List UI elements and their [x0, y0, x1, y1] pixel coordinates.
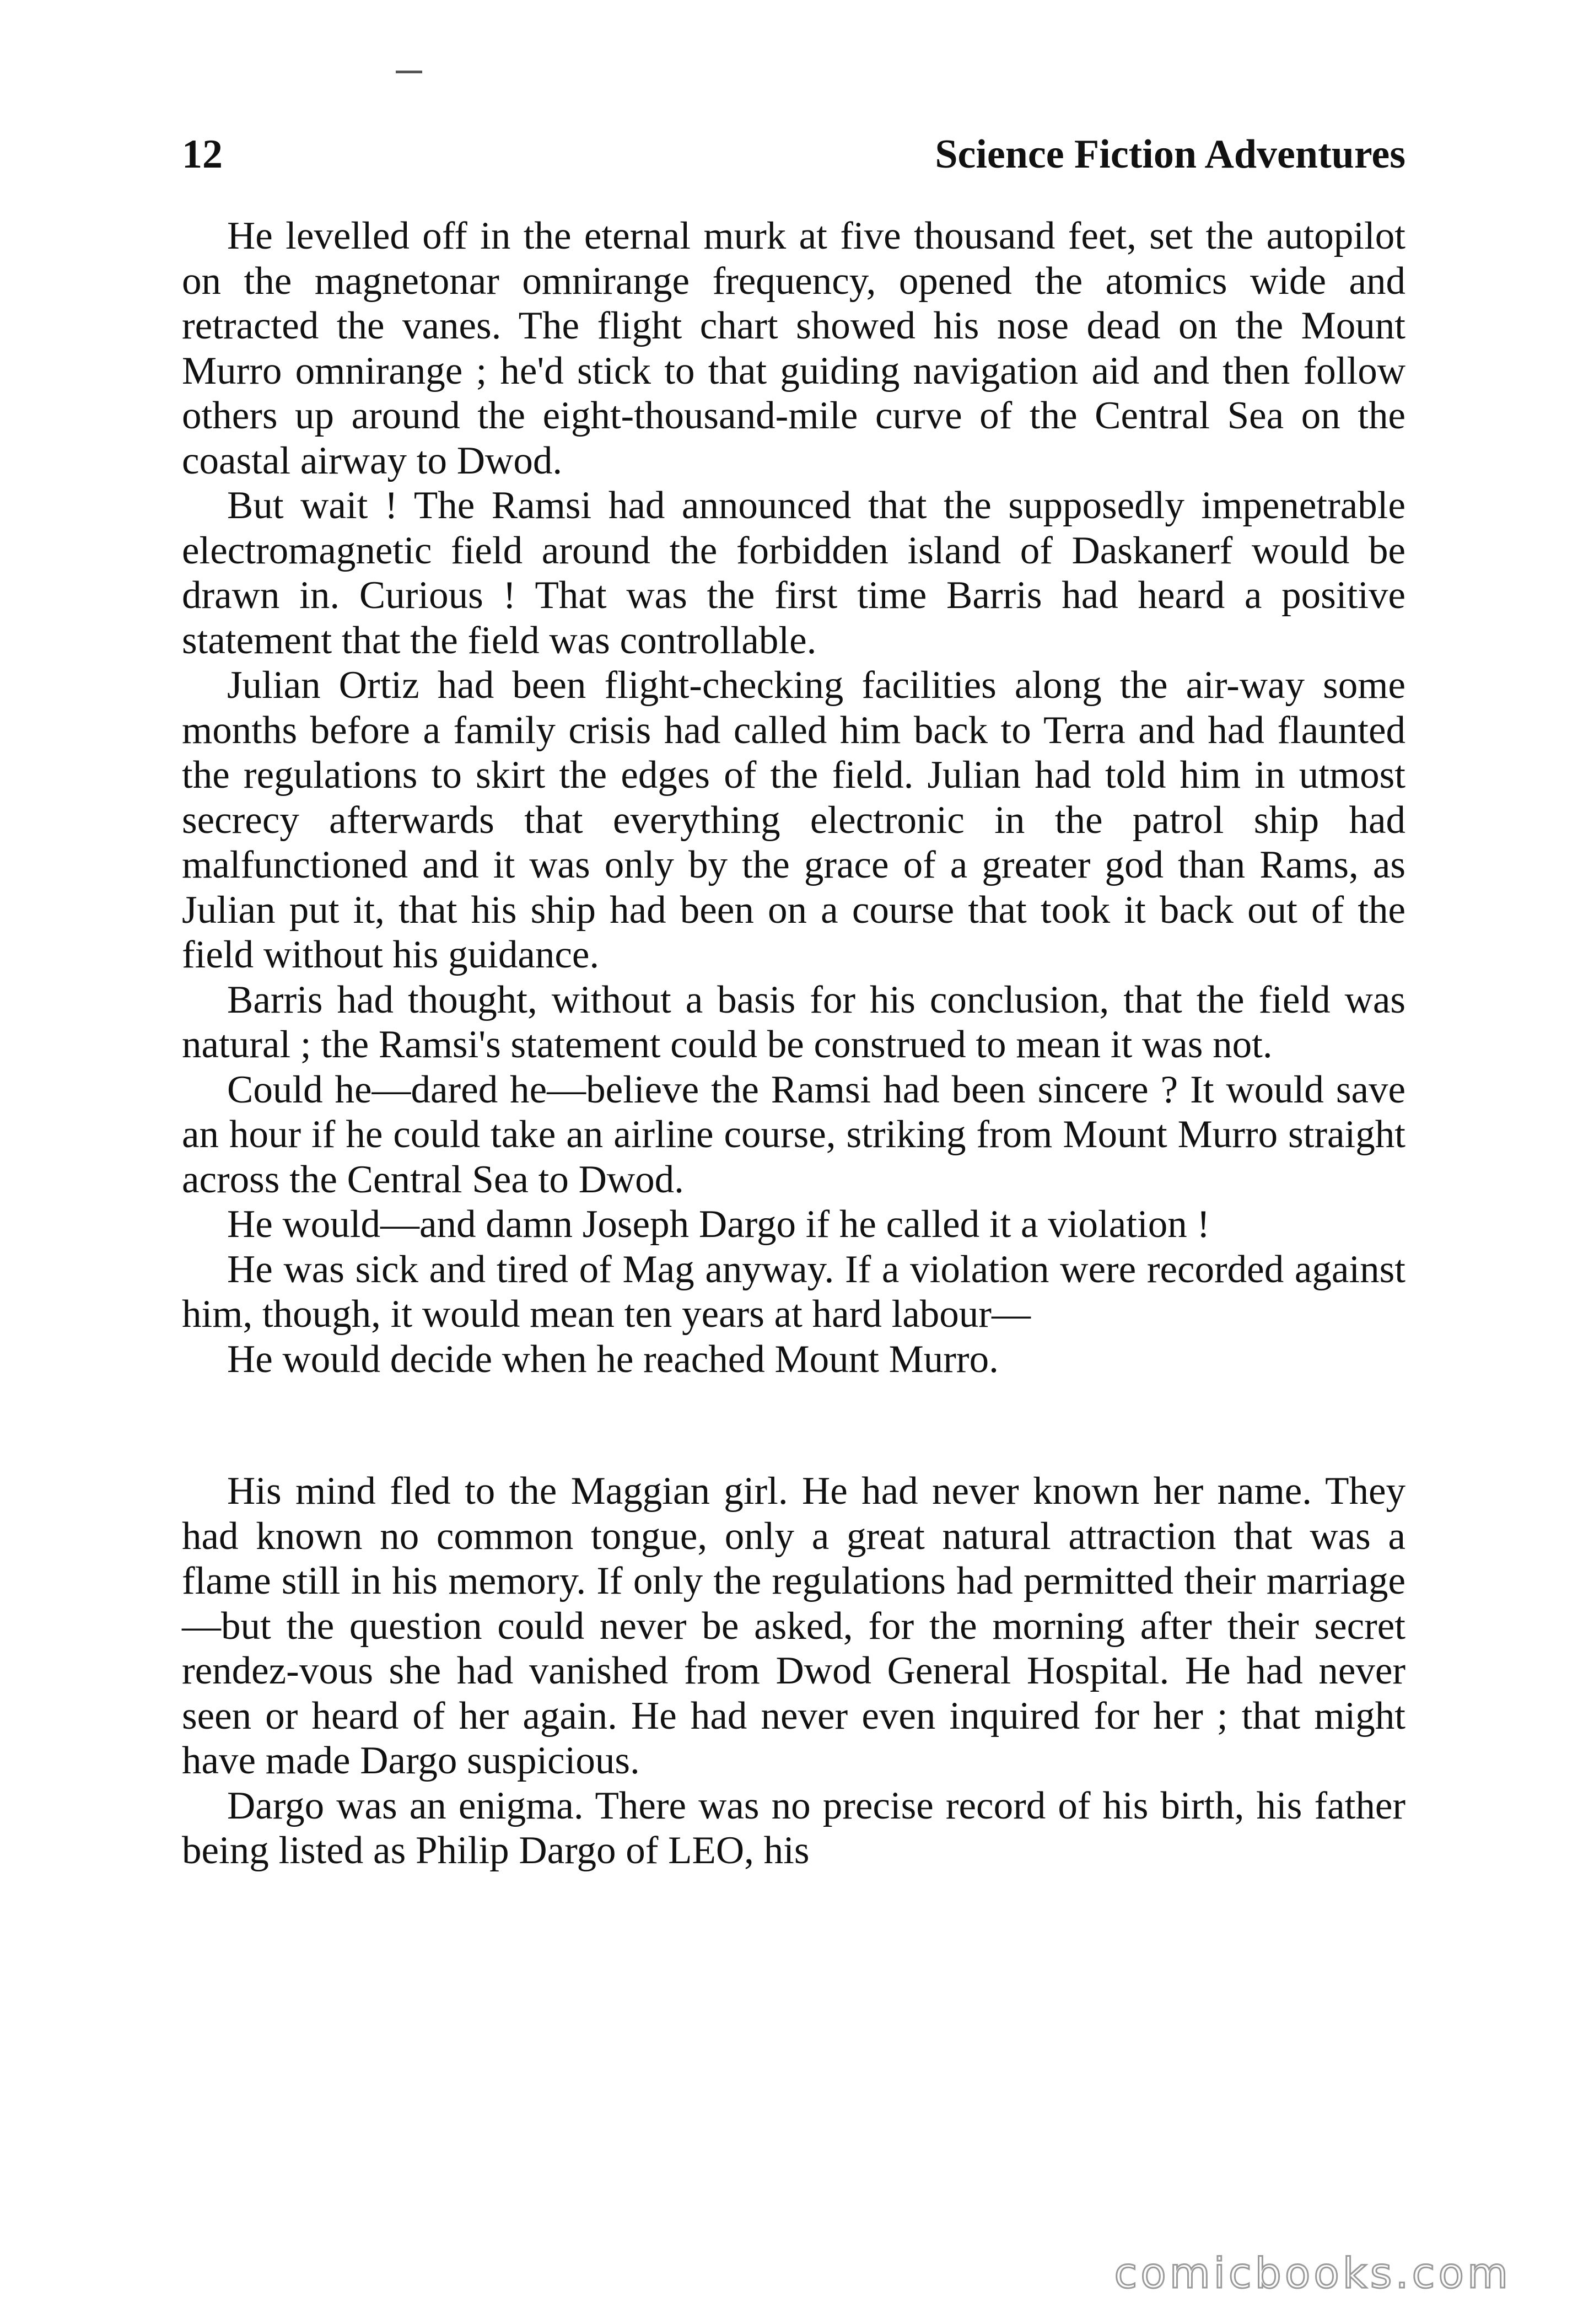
- journal-title: Science Fiction Adventures: [935, 132, 1405, 177]
- top-dash-mark: [396, 71, 422, 73]
- paragraph: He was sick and tired of Mag anyway. If a violation were recorded against him, though, it would mean ten years at hard labour—: [182, 1247, 1405, 1336]
- running-head: [182, 121, 1405, 187]
- paragraph: Barris had thought, without a basis for his conclusion, that the field was natural ; the Ramsi's statement could be construed to mean it was not.: [182, 978, 1405, 1066]
- paragraph: He would—and damn Joseph Dargo if he called it a violation !: [227, 1203, 1210, 1246]
- story-text: [182, 214, 1405, 1874]
- paragraph: Could he—dared he—believe the Ramsi had been sincere ? It would save an hour if he could take an airline course, striking from Mount Murro straight across the Central Sea to Dwod.: [182, 1068, 1405, 1201]
- paragraph: Dargo was an enigma. There was no precise record of his birth, his father being listed as Philip Dargo of LEO, his: [182, 1784, 1405, 1872]
- paragraph: He levelled off in the eternal murk at five thousand feet, set the autopilot on the magnetonar omnirange frequency, opened the atomics wide and retracted the vanes. The flight chart showed his nose dead on the Mount Murro omnirange ; he'd stick to that guiding navigation aid and then follow others up around the eight-thousand-mile curve of the Central Sea on the coastal airway to Dwod.: [182, 214, 1405, 482]
- site-watermark: comicbooks.com: [1114, 2248, 1511, 2298]
- paragraph: His mind fled to the Maggian girl. He had never known her name. They had known no common tongue, only a great natural attraction that was a flame still in his memory. If only the regulations had permitted their marriage—but the question could never be asked, for the morning after their secret rendez-vous she had vanished from Dwod General Hospital. He had never seen or heard of her again. He had never even inquired for her ; that might have made Dargo suspicious.: [182, 1470, 1405, 1782]
- paragraph: He would decide when he reached Mount Murro.: [227, 1337, 999, 1381]
- page-number: 12: [182, 132, 223, 177]
- paragraph: But wait ! The Ramsi had announced that the supposedly impenetrable electromagnetic field around the forbidden island of Daskanerf would be drawn in. Curious ! That was the first time Barris had heard a positive statement that the field was controllable.: [182, 484, 1405, 662]
- section-break: [182, 1382, 1405, 1469]
- paragraph: Julian Ortiz had been flight-checking facilities along the air-way some months before a family crisis had called him back to Terra and had flaunted the regulations to skirt the edges of the field. Julian had told him in utmost secrecy afterwards that everything electronic in the patrol ship had malfunctioned and it was only by the grace of a greater god than Rams, as Julian put it, that his ship had been on a course that took it back out of the field without his guidance.: [182, 664, 1405, 976]
